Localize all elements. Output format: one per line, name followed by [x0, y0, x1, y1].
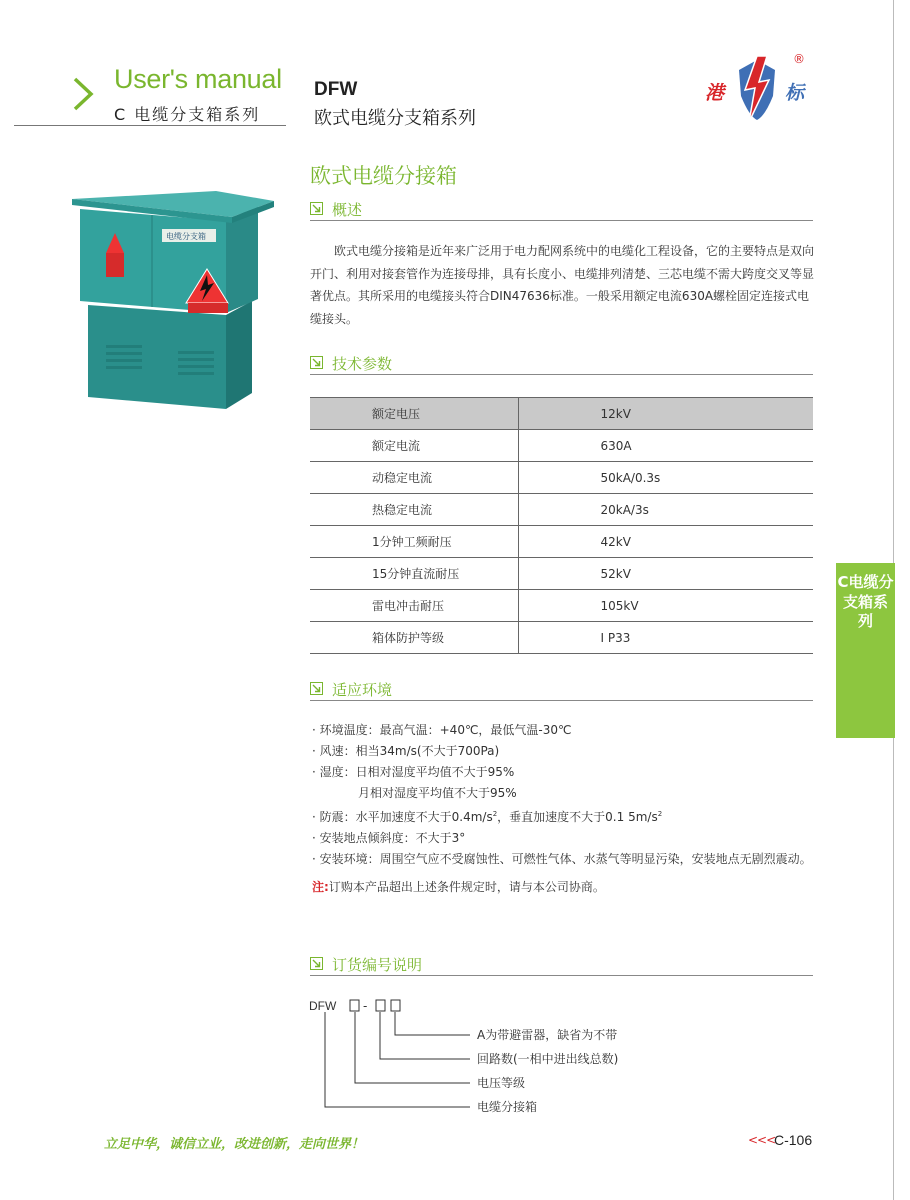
footer-motto: 立足中华，诚信立业，改进创新，走向世界！	[104, 1137, 365, 1152]
code-slot-circuits	[376, 1000, 385, 1011]
table-row	[310, 430, 813, 462]
spec-name: 箱体防护等级	[310, 622, 518, 654]
env-wind: · 风速：相当34m/s(不大于700Pa)	[312, 744, 500, 758]
spec-value: 12kV	[518, 398, 813, 430]
code-desc-circuits: 回路数(一相中进出线总数)	[477, 1052, 619, 1066]
env-seismic	[312, 804, 812, 828]
logo-char-right: 标	[785, 82, 805, 104]
superscript: 2	[492, 810, 498, 818]
note-text: 订购本产品超出上述条件规定时，请与本公司协商。	[328, 880, 605, 894]
product-title: 欧式电缆分接箱	[310, 164, 457, 188]
env-tilt: · 安装地点倾斜度：不大于3°	[312, 831, 466, 845]
spec-value: 20kA/3s	[518, 494, 813, 526]
spec-table	[310, 397, 813, 654]
side-tab	[836, 563, 895, 738]
section-tech-title: 技术参数	[332, 355, 393, 373]
spec-value: 52kV	[518, 558, 813, 590]
table-row	[310, 462, 813, 494]
spec-value: 42kV	[518, 526, 813, 558]
code-desc-product: 电缆分接箱	[477, 1100, 538, 1114]
env-humidity-month: 月相对湿度平均值不大于95%	[358, 786, 517, 800]
model-code: DFW	[314, 79, 358, 100]
order-note	[312, 878, 605, 895]
section-order-header	[310, 955, 813, 976]
env-humidity-day: · 湿度：日相对湿度平均值不大于95%	[312, 765, 515, 779]
code-prefix: DFW	[309, 999, 337, 1013]
table-row	[310, 398, 813, 430]
spec-name: 额定电压	[310, 398, 518, 430]
spec-name: 额定电流	[310, 430, 518, 462]
model-title: 欧式电缆分支箱系列	[314, 108, 476, 129]
table-row	[310, 590, 813, 622]
section-overview-header	[310, 200, 813, 221]
order-code-diagram	[305, 995, 645, 1120]
code-dash: -	[363, 999, 368, 1013]
spec-value: 50kA/0.3s	[518, 462, 813, 494]
table-row	[310, 622, 813, 654]
spec-value: I P33	[518, 622, 813, 654]
note-label: 注:	[312, 880, 329, 894]
env-install: · 安装环境：周围空气应不受腐蚀性、可燃性气体、水蒸气等明显污染，安装地点无剧烈震动。	[312, 852, 812, 866]
spec-name: 动稳定电流	[310, 462, 518, 494]
section-env-header	[310, 680, 813, 701]
table-row	[310, 526, 813, 558]
page-number: C-106	[774, 1132, 813, 1148]
side-tab-label: C电缆分支箱系列	[837, 573, 894, 630]
env-seismic-vertical: ，垂直加速度不大于0.1 5m/s	[497, 810, 658, 824]
code-slot-voltage	[350, 1000, 359, 1011]
arrow-down-right-icon	[310, 356, 323, 369]
section-order-title: 订货编号说明	[332, 956, 423, 974]
spec-name: 雷电冲击耐压	[310, 590, 518, 622]
chevron-right-icon	[72, 76, 94, 112]
spec-name: 1分钟工频耐压	[310, 526, 518, 558]
brand-title: User's manual	[114, 64, 282, 94]
arrow-down-right-icon	[310, 682, 323, 695]
spec-value: 105kV	[518, 590, 813, 622]
environment-list	[312, 720, 812, 870]
page-arrow: <<<	[748, 1133, 776, 1147]
table-row	[310, 558, 813, 590]
env-seismic-horizontal: · 防震：水平加速度不大于0.4m/s	[312, 810, 493, 824]
spec-value: 630A	[518, 430, 813, 462]
cabinet-illustration	[66, 187, 278, 410]
company-logo	[705, 48, 820, 128]
code-desc-voltage: 电压等级	[477, 1076, 526, 1090]
table-row	[310, 494, 813, 526]
header-divider	[14, 125, 286, 126]
section-tech-header	[310, 354, 813, 375]
box-label: 电缆分支箱	[166, 232, 206, 241]
arrow-down-right-icon	[310, 202, 323, 215]
section-overview-title: 概述	[332, 201, 363, 219]
logo-char-left: 港	[705, 82, 725, 104]
overview-paragraph: 欧式电缆分接箱是近年来广泛用于电力配网系统中的电缆化工程设备，它的主要特点是双向开门、利用对接套管作为连接母排，具有长度小、电缆排列清楚、三芯电缆不需大跨度交叉等显著优点。其所采用的电缆接头符合DIN47636标准。一般采用额定电流630A螺栓固定连接式电缆接头。	[310, 244, 815, 326]
series-subtitle: C 电缆分支箱系列	[114, 105, 261, 124]
section-env-title: 适应环境	[332, 681, 393, 699]
code-slot-arrester	[391, 1000, 400, 1011]
env-temperature: · 环境温度：最高气温：+40℃，最低气温-30℃	[312, 723, 572, 737]
product-photo	[66, 187, 278, 410]
shield-bolt-icon	[735, 54, 779, 124]
spec-name: 热稳定电流	[310, 494, 518, 526]
registered-mark: ®	[793, 52, 805, 66]
spec-name: 15分钟直流耐压	[310, 558, 518, 590]
superscript: 2	[657, 810, 663, 818]
code-desc-arrester: A为带避雷器，缺省为不带	[477, 1028, 618, 1042]
arrow-down-right-icon	[310, 957, 323, 970]
